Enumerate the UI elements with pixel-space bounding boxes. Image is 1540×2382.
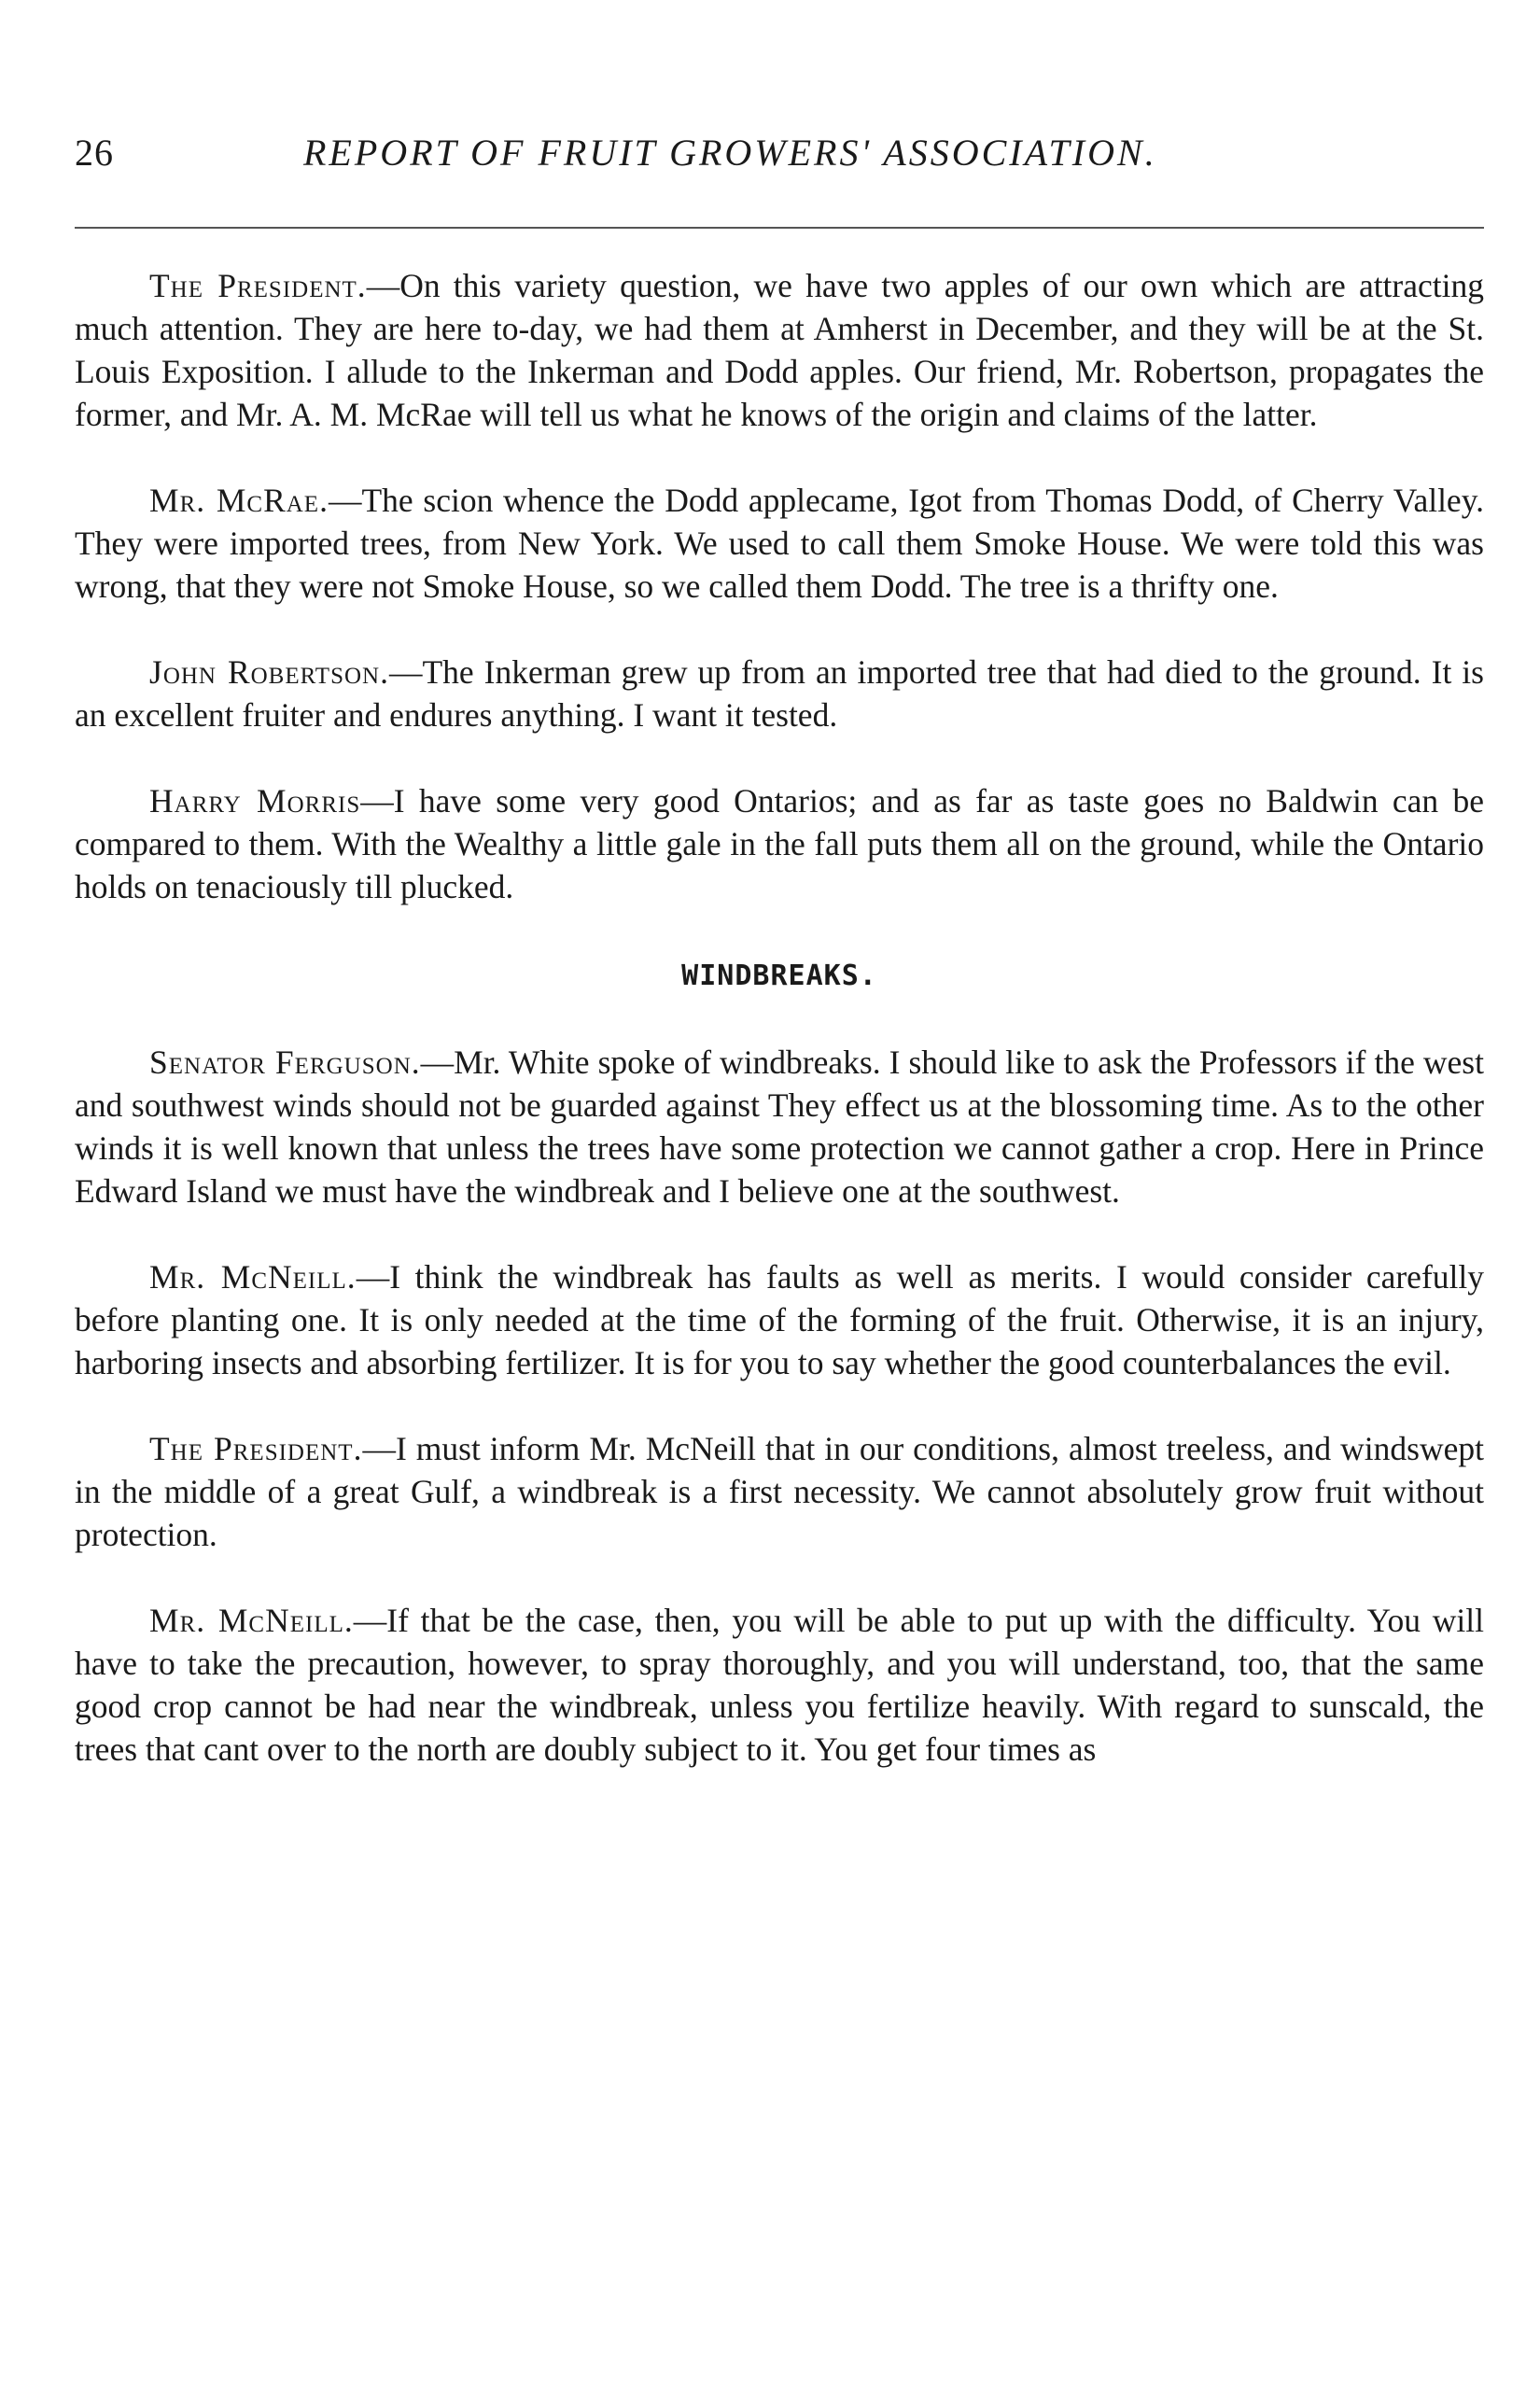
document-page [75,0,1484,2382]
paragraph-text: —I think the windbreak has faults as well as merits. I would consider carefully before planting one. It is only needed at the time of the forming of the fruit. Otherwise, it is an injury, harboring insects and absorbing fertilizer. It is for you to say whether the good counterbalances the evil. [75,1258,1484,1381]
header-rule [75,227,1484,229]
speaker-name: Mr. McRae. [149,482,329,519]
body-text [75,264,1484,1814]
paragraph [75,264,1484,436]
paragraph-text: —If that be the case, then, you will be able to put up with the difficulty. You will have to take the precaution, however, to spray thoroughly, and you will understand, too, that the same good crop cannot be had near the windbreak, unless you fertilize heavily. With regard to sunscald, the trees that cant over to the north are doubly subject to it. You get four times as [75,1602,1484,1768]
running-header [75,131,1484,187]
paragraph-text: —The scion whence the Dodd applecame, Igot from Thomas Dodd, of Cherry Valley. They were imported trees, from New York. We used to call them Smoke House. We were told this was wrong, that they were not Smoke House, so we called them Dodd. The tree is a thrifty one. [75,482,1485,605]
paragraph-text: —I must inform Mr. McNeill that in our conditions, almost treeless, and windswept in the middle of a great Gulf, a windbreak is a first necessity. We cannot absolutely grow fruit without protection. [75,1430,1484,1553]
section-heading: WINDBREAKS. [681,960,877,992]
page-number: 26 [75,132,114,174]
paragraph [75,1599,1484,1771]
paragraph-text: —On this variety question, we have two apples of our own which are attracting much attention. They are here to-day, we had them at Amherst in December, and they will be at the St. Louis Exposition. I allude to the Inkerman and Dodd apples. Our friend, Mr. Robertson, propagates the former, and Mr. A. M. McRae will tell us what he knows of the origin and claims of the latter. [75,267,1484,433]
speaker-name: John Robertson. [149,653,389,691]
paragraph [75,1255,1484,1384]
paragraph [75,779,1484,908]
speaker-name: Mr. McNeill. [149,1602,354,1639]
speaker-name: Senator Ferguson. [149,1044,421,1081]
running-title: REPORT OF FRUIT GROWERS' ASSOCIATION. [303,132,1157,174]
paragraph [75,479,1484,608]
paragraph-text: —Mr. White spoke of windbreaks. I should like to ask the Professors if the west and southwest winds should not be guarded against They effect us at the blossoming time. As to the other winds it is well known that unless the trees have some protection we cannot gather a crop. Here in Prince Edward Island we must have the windbreak and I believe one at the southwest. [75,1044,1484,1210]
paragraph-text: —I have some very good Ontarios; and as far as taste goes no Baldwin can be compared to them. With the Wealthy a little gale in the fall puts them all on the ground, while the Ontario holds on tenaciously till plucked. [75,782,1484,905]
paragraph [75,1427,1484,1556]
speaker-name: The President. [149,1430,363,1467]
paragraph [75,651,1484,736]
speaker-name: The President. [149,267,367,304]
paragraph [75,1041,1484,1212]
speaker-name: Harry Morris [149,782,361,820]
paragraph-text: —The Inkerman grew up from an imported tree that had died to the ground. It is an excellent fruiter and endures anything. I want it tested. [75,653,1484,734]
speaker-name: Mr. McNeill. [149,1258,357,1296]
